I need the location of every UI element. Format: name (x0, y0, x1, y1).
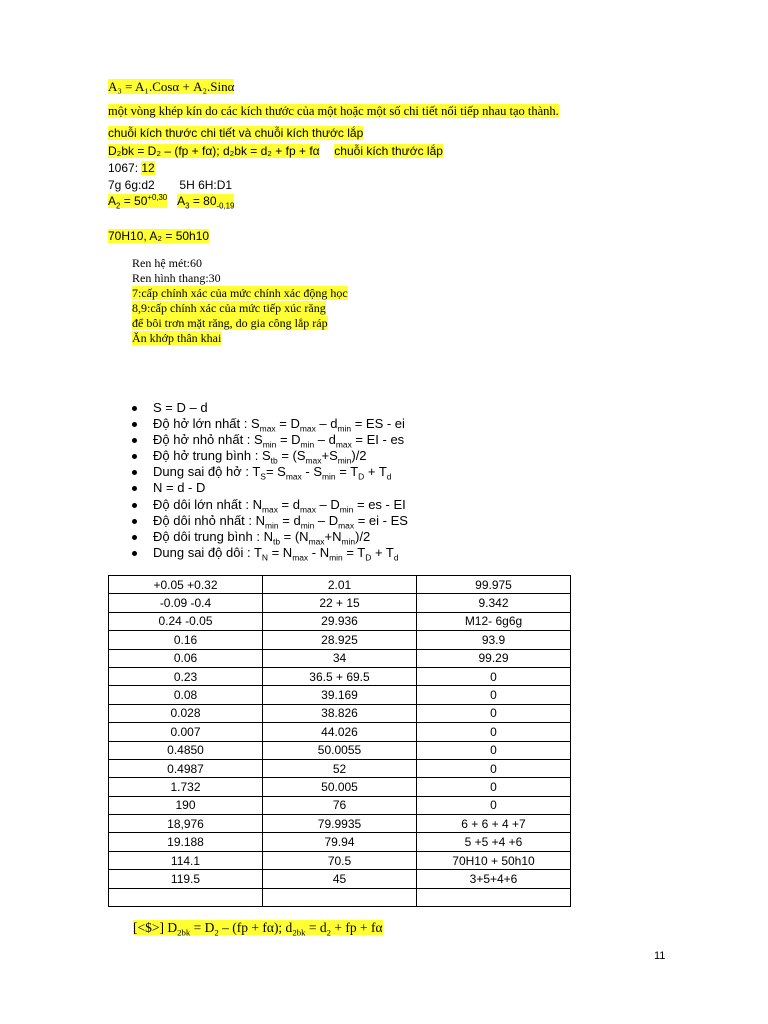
table-cell: 2.01 (263, 576, 417, 594)
table-cell: 0.16 (109, 631, 263, 649)
h10-line (108, 230, 209, 244)
formula-d2bk-line (108, 145, 443, 159)
fit-right: 5H 6H:D1 (179, 178, 233, 192)
thread-note-text: Ren hệ mét:60 (132, 256, 202, 270)
table-cell: 0 (417, 704, 571, 722)
thread-note (132, 332, 221, 346)
definition-line (108, 104, 559, 118)
table-row (109, 870, 571, 888)
table-row (109, 649, 571, 667)
table-cell: 0.4850 (109, 741, 263, 759)
bottom-formula (133, 920, 383, 936)
chain-types-text: chuỗi kích thước chi tiết và chuỗi kích thước lắp (108, 126, 364, 140)
h10-text: 70H10, A₂ = 50h10 (108, 229, 210, 243)
bullet-item: Độ dôi nhỏ nhất : $N_{min} = d_{min} - D_{max}$ = ei - ES (130, 513, 408, 529)
table-cell: 79.9935 (263, 815, 417, 833)
table-row (109, 576, 571, 594)
table-row (109, 796, 571, 814)
n1067-label: 1067: (108, 161, 139, 175)
table-row (109, 594, 571, 612)
table-row (109, 667, 571, 685)
table-row (109, 631, 571, 649)
table-cell: 70H10 + 50h10 (417, 851, 571, 869)
table-row (109, 723, 571, 741)
table-cell: 0.028 (109, 704, 263, 722)
table-cell: 0.23 (109, 667, 263, 685)
formula-a3-text: A₃ = A₁.Cosα + A₂.Sinα (108, 79, 235, 94)
thread-note-text: Ren hình thang:30 (132, 271, 221, 285)
table-cell: 6 + 6 + 4 +7 (417, 815, 571, 833)
bullet-dot-icon (132, 422, 137, 427)
table-cell: 28.925 (263, 631, 417, 649)
table-cell: M12- 6g6g (417, 612, 571, 630)
table-cell (417, 888, 571, 906)
bullet-item: Độ hở nhỏ nhất : $S_{min} = D_{min} - d_{max}$ = EI - es (130, 432, 408, 448)
a2-a3-line (108, 195, 234, 209)
table-row (109, 704, 571, 722)
bullet-item: Độ dôi trung bình : $N_{tb} = (N_{max}+N_{min})/2$ (130, 529, 408, 545)
thread-note (132, 272, 221, 286)
table-row (109, 612, 571, 630)
bullet-item: S = D – d (130, 400, 408, 416)
bullet-item: Độ hở lớn nhất : $S_{max} = D_{max} - d_{min}$ = ES - ei (130, 416, 408, 432)
table-cell: 0 (417, 759, 571, 777)
thread-note (132, 287, 348, 301)
bullet-dot-icon (132, 470, 137, 475)
table-cell: 99.29 (417, 649, 571, 667)
table-row (109, 686, 571, 704)
table-cell: 1.732 (109, 778, 263, 796)
table-row (109, 851, 571, 869)
bullet-dot-icon (132, 519, 137, 524)
table-cell: 0.4987 (109, 759, 263, 777)
table-cell: 0.007 (109, 723, 263, 741)
thread-note (132, 257, 202, 271)
formula-d2bk-text: D₂bk = D₂ – (fp + fα); d₂bk = d₂ + fp + fα (108, 144, 320, 158)
table-cell: 0 (417, 686, 571, 704)
table-cell: 0.24 -0.05 (109, 612, 263, 630)
table-cell: 3+5+4+6 (417, 870, 571, 888)
table-cell: 79.94 (263, 833, 417, 851)
formula-a3 (108, 80, 234, 95)
table-cell (109, 888, 263, 906)
bullet-dot-icon (132, 406, 137, 411)
table-cell: 70.5 (263, 851, 417, 869)
table-row (109, 759, 571, 777)
table-cell: 9.342 (417, 594, 571, 612)
definition-text: một vòng khép kín do các kích thước của một hoặc một số chi tiết nối tiếp nhau tạo thành. (108, 104, 559, 118)
bottom-formula-text: [<$>] $D_{2bk} = D_2 - (fp + f\alpha)$; $d_{2bk} = d_2$ + fp + fα (133, 920, 383, 938)
table-cell: 0.06 (109, 649, 263, 667)
formula-d2bk-note: chuỗi kích thước lắp (334, 144, 443, 158)
bullet-item: N = d - D (130, 480, 408, 496)
thread-note-text: 8,9:cấp chính xác của mức tiếp xúc răng (132, 301, 326, 315)
bullet-dot-icon (132, 551, 137, 556)
table-cell: 0 (417, 723, 571, 741)
formula-bullet-list (130, 400, 408, 561)
n1067-value: 12 (141, 161, 155, 175)
table-cell: 50.0055 (263, 741, 417, 759)
table-cell: 93.9 (417, 631, 571, 649)
table-cell: 45 (263, 870, 417, 888)
bullet-dot-icon (132, 486, 137, 491)
n1067-line (108, 162, 155, 176)
thread-note-text: 7:cấp chính xác của mức chính xác động học (132, 286, 348, 300)
thread-note (132, 302, 326, 316)
table-cell (263, 888, 417, 906)
table-row (109, 741, 571, 759)
table-row (109, 778, 571, 796)
table-cell: 50.005 (263, 778, 417, 796)
fit-left: 7g 6g:d2 (108, 178, 155, 192)
table-cell: -0.09 -0.4 (109, 594, 263, 612)
chain-types-line (108, 127, 363, 141)
table-cell: 18,976 (109, 815, 263, 833)
table-cell: 34 (263, 649, 417, 667)
table-cell: 52 (263, 759, 417, 777)
page-number: 11 (654, 950, 666, 962)
table-cell: 19.188 (109, 833, 263, 851)
bullet-item: Dung sai độ dôi : $T_N = N_{max} - N_{min} = T_D + T_d$ (130, 545, 408, 561)
table-cell: 114.1 (109, 851, 263, 869)
table-cell: 76 (263, 796, 417, 814)
bullet-dot-icon (132, 535, 137, 540)
table-cell: 119.5 (109, 870, 263, 888)
table-cell: 39.169 (263, 686, 417, 704)
bullet-item: Độ hở trung bình : $S_{tb} = (S_{max}+S_{min})/2$ (130, 448, 408, 464)
table-cell: 0.08 (109, 686, 263, 704)
table-cell: 29.936 (263, 612, 417, 630)
thread-note (132, 317, 328, 331)
table-cell: 22 + 15 (263, 594, 417, 612)
table-cell: 190 (109, 796, 263, 814)
a2-value: $A_2 = 50^{+0,30}$ (108, 193, 168, 211)
table-cell: 44.026 (263, 723, 417, 741)
thread-note-text: để bôi trơn mặt răng, do gia công lắp ráp (132, 316, 328, 330)
table-cell: 0 (417, 778, 571, 796)
a3-value: $A_3 = 80_{-0,19}$ (177, 194, 235, 211)
bullet-dot-icon (132, 503, 137, 508)
table-cell: 0 (417, 796, 571, 814)
table-cell: +0.05 +0.32 (109, 576, 263, 594)
bullet-item: Dung sai độ hở : $T_S= S_{max} - S_{min} = T_D + T_d$ (130, 464, 408, 480)
table-cell: 38.826 (263, 704, 417, 722)
table-cell: 0 (417, 667, 571, 685)
table-cell: 0 (417, 741, 571, 759)
table-row (109, 815, 571, 833)
values-table (108, 575, 571, 907)
fit-line (108, 179, 232, 193)
table-row (109, 833, 571, 851)
table-cell: 5 +5 +4 +6 (417, 833, 571, 851)
table-row (109, 888, 571, 906)
bullet-dot-icon (132, 454, 137, 459)
table-cell: 99.975 (417, 576, 571, 594)
table-cell: 36.5 + 69.5 (263, 667, 417, 685)
bullet-item: Độ dôi lớn nhất : $N_{max} = d_{max} - D_{min}$ = es - EI (130, 497, 408, 513)
thread-note-text: Ăn khớp thân khai (132, 331, 222, 345)
bullet-dot-icon (132, 438, 137, 443)
